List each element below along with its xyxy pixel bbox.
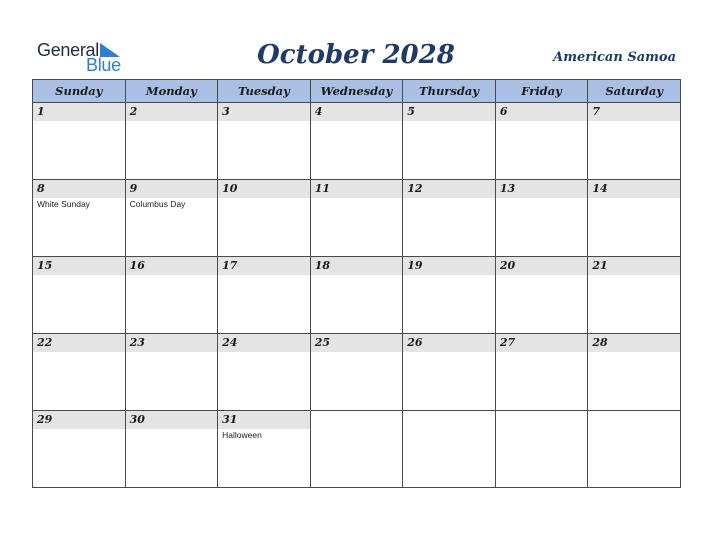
day-cell (125, 411, 218, 488)
day-number: 5 (403, 103, 495, 121)
day-cell (125, 180, 218, 257)
day-number: 27 (496, 334, 588, 352)
day-event (496, 352, 588, 353)
day-number: 24 (218, 334, 310, 352)
day-number (311, 411, 403, 429)
day-number: 21 (588, 257, 680, 275)
weekday-header: Wednesday (310, 80, 403, 103)
day-cell (495, 411, 588, 488)
day-cell (125, 334, 218, 411)
week-row (33, 257, 681, 334)
day-number: 10 (218, 180, 310, 198)
day-number: 29 (33, 411, 125, 429)
day-cell (495, 103, 588, 180)
day-cell (495, 334, 588, 411)
weekday-header-row (33, 80, 681, 103)
weekday-header: Saturday (588, 80, 681, 103)
day-event: Columbus Day (129, 199, 186, 209)
day-cell (403, 180, 496, 257)
day-number: 6 (496, 103, 588, 121)
day-number: 11 (311, 180, 403, 198)
day-number (588, 411, 680, 429)
weekday-header: Sunday (33, 80, 126, 103)
day-number: 31 (218, 411, 310, 429)
day-number: 1 (33, 103, 125, 121)
day-cell (588, 103, 681, 180)
day-number: 4 (311, 103, 403, 121)
day-cell (218, 180, 311, 257)
day-cell (588, 180, 681, 257)
day-event (403, 198, 495, 199)
day-cell (310, 334, 403, 411)
day-cell (125, 257, 218, 334)
day-number: 19 (403, 257, 495, 275)
week-row (33, 180, 681, 257)
day-cell (218, 411, 311, 488)
day-event (588, 121, 680, 122)
day-event (588, 352, 680, 353)
day-cell (588, 411, 681, 488)
page-title: October 2028 (257, 40, 455, 70)
day-cell (495, 180, 588, 257)
day-cell (125, 103, 218, 180)
day-event (311, 121, 403, 122)
day-event (496, 198, 588, 199)
day-event (218, 352, 310, 353)
day-event (311, 429, 403, 430)
day-number: 18 (311, 257, 403, 275)
week-row (33, 103, 681, 180)
day-number: 7 (588, 103, 680, 121)
day-number: 14 (588, 180, 680, 198)
day-number: 3 (218, 103, 310, 121)
day-number: 2 (126, 103, 218, 121)
day-cell (33, 180, 126, 257)
day-cell (403, 257, 496, 334)
day-number: 12 (403, 180, 495, 198)
day-cell (33, 257, 126, 334)
day-event (311, 352, 403, 353)
day-cell (218, 334, 311, 411)
day-cell (403, 411, 496, 488)
day-number (496, 411, 588, 429)
day-event (403, 121, 495, 122)
day-number: 8 (33, 180, 125, 198)
day-event (33, 429, 125, 430)
brand-name-general: General (37, 40, 99, 60)
day-event (33, 275, 125, 276)
day-event (496, 121, 588, 122)
day-number: 20 (496, 257, 588, 275)
day-event (218, 121, 310, 122)
day-number: 25 (311, 334, 403, 352)
day-cell (33, 334, 126, 411)
day-event (496, 275, 588, 276)
day-cell (310, 257, 403, 334)
weekday-header: Thursday (403, 80, 496, 103)
day-cell (588, 257, 681, 334)
day-event (588, 429, 680, 430)
day-event (33, 352, 125, 353)
day-event: Halloween (222, 430, 262, 440)
day-number: 15 (33, 257, 125, 275)
calendar-grid (32, 79, 681, 488)
day-cell (33, 103, 126, 180)
day-cell (310, 103, 403, 180)
day-cell (218, 103, 311, 180)
day-cell (310, 180, 403, 257)
brand-name-blue: Blue (86, 55, 121, 75)
day-number: 23 (126, 334, 218, 352)
day-number: 17 (218, 257, 310, 275)
day-event (496, 429, 588, 430)
day-cell (403, 334, 496, 411)
day-cell (218, 257, 311, 334)
weekday-header: Monday (125, 80, 218, 103)
weekday-header: Tuesday (218, 80, 311, 103)
day-number: 30 (126, 411, 218, 429)
day-cell (495, 257, 588, 334)
day-event (311, 275, 403, 276)
day-event (311, 198, 403, 199)
day-event (403, 275, 495, 276)
day-number: 26 (403, 334, 495, 352)
day-number: 28 (588, 334, 680, 352)
day-event (126, 429, 218, 430)
region-label: American Samoa (553, 50, 676, 65)
day-number (403, 411, 495, 429)
day-event (126, 121, 218, 122)
day-event (126, 352, 218, 353)
day-event (588, 275, 680, 276)
day-cell (310, 411, 403, 488)
week-row (33, 411, 681, 488)
day-event (126, 275, 218, 276)
day-event (33, 121, 125, 122)
day-cell (588, 334, 681, 411)
day-event (588, 198, 680, 199)
day-event: White Sunday (37, 199, 90, 209)
day-cell (403, 103, 496, 180)
day-cell (33, 411, 126, 488)
day-event (218, 198, 310, 199)
week-row (33, 334, 681, 411)
day-event (403, 429, 495, 430)
day-number: 9 (126, 180, 218, 198)
day-event (403, 352, 495, 353)
day-event (218, 275, 310, 276)
day-number: 16 (126, 257, 218, 275)
day-number: 22 (33, 334, 125, 352)
day-number: 13 (496, 180, 588, 198)
weekday-header: Friday (495, 80, 588, 103)
